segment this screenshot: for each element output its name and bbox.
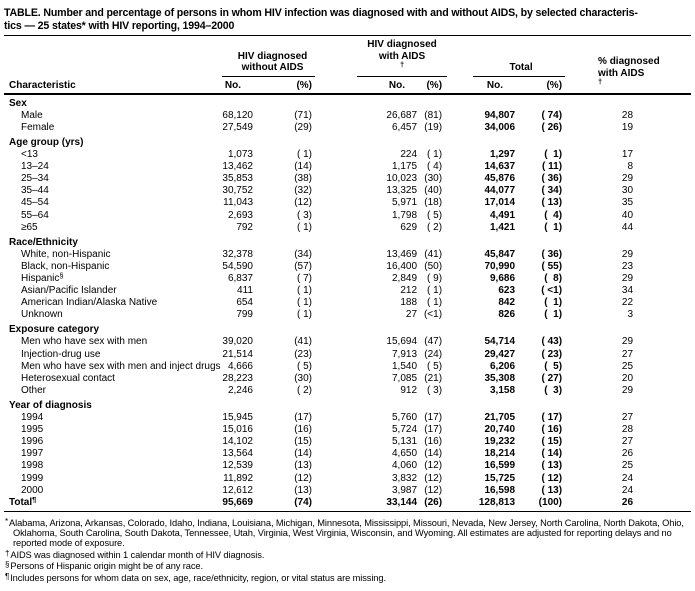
row-label: American Indian/Alaska Native (21, 297, 158, 309)
cell-pct-without-aids: (38) (294, 173, 313, 185)
cell-pct-with-aids: ( 1) (427, 149, 443, 161)
cell-pct-without-aids: (71) (294, 109, 313, 121)
cell-no-without-aids: 2,246 (227, 384, 253, 396)
cell-pct-diagnosed: 3 (627, 309, 634, 321)
column-group-total (447, 36, 565, 77)
cell-pct-total: ( 12) (541, 472, 563, 484)
cell-pct-total: ( 17) (541, 412, 563, 424)
column-header-pct-with-aids: (%) (426, 79, 443, 91)
cell-pct-diagnosed: 27 (621, 348, 634, 360)
row-label: Men who have sex with men and inject drugs (21, 360, 221, 372)
cell-pct-diagnosed: 19 (621, 121, 634, 133)
cell-pct-with-aids: ( 5) (427, 360, 443, 372)
cell-no-without-aids: 792 (236, 221, 253, 233)
cell-pct-without-aids: (23) (294, 348, 313, 360)
cell-pct-with-aids: (41) (424, 248, 443, 260)
cell-no-total: 16,599 (484, 460, 516, 472)
row-label: 1996 (21, 436, 44, 448)
asterisk-icon: * (5, 516, 9, 526)
column-header-pct-total: (%) (546, 79, 563, 91)
table-row (4, 210, 691, 222)
column-header-no-total: No. (486, 79, 504, 91)
row-label: Unknown (21, 309, 63, 321)
cell-pct-without-aids: (12) (294, 472, 313, 484)
cell-no-without-aids: 799 (236, 309, 253, 321)
cell-pct-with-aids: (12) (424, 484, 443, 496)
cell-pct-total: ( 36) (541, 248, 563, 260)
cell-no-without-aids: 30,752 (222, 185, 253, 197)
group3-title-line1: Total (509, 62, 533, 74)
cell-pct-without-aids: (29) (294, 121, 313, 133)
cell-no-with-aids: 4,060 (391, 460, 418, 472)
cell-pct-without-aids: (16) (294, 424, 313, 436)
cell-no-total: 826 (498, 309, 516, 321)
cell-no-total: 54,714 (484, 336, 516, 348)
table-row (4, 336, 691, 348)
row-label: 35–44 (21, 185, 49, 197)
group1-title-line2: without AIDS (241, 62, 304, 74)
cell-pct-with-aids: (17) (424, 412, 443, 424)
cell-no-total: 6,206 (490, 360, 516, 372)
cell-pct-without-aids: (14) (294, 161, 313, 173)
table-row (4, 485, 691, 497)
cell-no-without-aids: 6,837 (227, 273, 253, 284)
column-header-pct-diagnosed (565, 36, 691, 94)
cell-no-without-aids: 35,853 (222, 173, 253, 185)
cell-pct-without-aids: ( 1) (297, 297, 313, 309)
table-row (4, 385, 691, 397)
row-label: Other (21, 384, 47, 396)
cell-no-without-aids: 11,892 (223, 472, 253, 484)
cell-no-with-aids: 212 (400, 285, 418, 297)
row-label: ≥65 (21, 221, 38, 233)
column-group-hiv-without-aids (190, 36, 315, 77)
cell-pct-total: ( 36) (541, 173, 563, 185)
cell-pct-with-aids: (47) (424, 336, 443, 348)
cell-pct-without-aids: (14) (294, 448, 313, 460)
cell-no-total: 17,014 (484, 197, 516, 209)
row-label: 1995 (21, 424, 44, 436)
cell-pct-diagnosed: 28 (621, 424, 634, 436)
cell-pct-diagnosed: 8 (627, 161, 634, 173)
row-label: Heterosexual contact (21, 372, 115, 384)
cell-no-total: 45,876 (484, 173, 516, 185)
footnote-hispanic: §Persons of Hispanic origin might be of any race. (5, 560, 203, 572)
cell-no-total: 623 (498, 285, 516, 297)
cell-no-with-aids: 27 (405, 309, 418, 321)
cell-no-with-aids: 6,457 (391, 121, 418, 133)
cell-pct-diagnosed: 34 (621, 285, 634, 297)
table-row (4, 412, 691, 424)
cell-no-without-aids: 21,514 (222, 348, 253, 360)
cell-pct-total: ( 4) (544, 209, 563, 221)
table-row (4, 173, 691, 185)
dagger-icon: † (399, 60, 405, 70)
row-label: 2000 (21, 484, 44, 496)
table-row (4, 197, 691, 209)
cell-pct-with-aids: ( 3) (427, 384, 443, 396)
cell-no-total: 15,725 (484, 472, 516, 484)
cell-no-total: 1,421 (490, 221, 516, 233)
cell-no-with-aids: 4,650 (391, 448, 418, 460)
cell-no-with-aids: 13,469 (386, 248, 418, 260)
table-row (4, 473, 691, 485)
column-header-no-without-aids: No. (224, 79, 241, 91)
cell-no-total: 34,006 (484, 121, 516, 133)
section-row (4, 321, 691, 336)
cell-no-without-aids: 68,120 (222, 109, 253, 121)
group2-title-line2: with AIDS † (378, 50, 426, 70)
cell-pct-with-aids: (81) (424, 109, 443, 121)
cell-pct-with-aids: (26) (417, 497, 447, 512)
cell-no-with-aids: 5,760 (391, 412, 418, 424)
section-header: Race/Ethnicity (9, 236, 78, 248)
cell-pct-without-aids: ( 7) (297, 273, 313, 284)
cell-no-with-aids: 1,798 (391, 209, 418, 221)
table-row (4, 222, 691, 234)
cell-no-with-aids: 1,540 (391, 360, 418, 372)
cell-pct-diagnosed: 27 (621, 412, 634, 424)
table-header (4, 36, 691, 94)
cell-no-without-aids: 12,539 (222, 460, 253, 472)
cell-pct-with-aids: (24) (424, 348, 443, 360)
cell-no-with-aids: 33,144 (315, 497, 417, 512)
cell-pct-with-aids: (12) (424, 472, 443, 484)
table-row (4, 161, 691, 173)
cell-no-without-aids: 54,590 (222, 260, 253, 272)
cell-pct-diagnosed: 29 (621, 384, 634, 396)
row-label: 45–54 (21, 197, 49, 209)
cell-pct-total: ( 8) (544, 273, 563, 284)
cell-pct-with-aids: (18) (424, 197, 443, 209)
cell-pct-without-aids: ( 1) (297, 309, 313, 321)
table-row (4, 122, 691, 134)
cell-pct-total: ( 3) (544, 384, 563, 396)
cell-no-with-aids: 5,724 (391, 424, 418, 436)
cell-pct-with-aids: (12) (424, 460, 443, 472)
cell-no-total: 19,232 (484, 436, 516, 448)
total-row (4, 497, 691, 512)
cell-pct-with-aids: ( 5) (427, 209, 443, 221)
table-row (4, 460, 691, 472)
cell-pct-without-aids: (12) (294, 197, 313, 209)
footnote-aids-diagnosis: †AIDS was diagnosed within 1 calendar month of HIV diagnosis. (5, 548, 265, 560)
table-row (4, 149, 691, 161)
cell-no-without-aids: 15,945 (222, 412, 253, 424)
section-header: Exposure category (9, 324, 100, 336)
cell-no-without-aids: 32,378 (222, 248, 253, 260)
dagger-icon: † (5, 548, 10, 558)
cell-pct-without-aids: (17) (294, 412, 313, 424)
cell-pct-total: (100) (517, 497, 565, 512)
cell-no-without-aids: 28,223 (222, 372, 253, 384)
row-label: 1998 (21, 460, 44, 472)
cell-pct-with-aids: (19) (424, 121, 443, 133)
cell-no-total: 16,598 (484, 484, 516, 496)
cell-no-without-aids: 13,462 (222, 161, 253, 173)
cell-no-total: 3,158 (490, 384, 516, 396)
cell-pct-total: ( 13) (541, 460, 563, 472)
row-label: Male (21, 109, 43, 121)
section-header: Age group (yrs) (9, 136, 84, 148)
cell-no-without-aids: 654 (236, 297, 253, 309)
cell-no-with-aids: 15,694 (386, 336, 418, 348)
cell-no-with-aids: 5,131 (391, 436, 418, 448)
cell-pct-without-aids: ( 1) (297, 221, 313, 233)
cell-no-total: 94,807 (484, 109, 516, 121)
row-label: Asian/Pacific Islander (21, 285, 117, 297)
cell-no-with-aids: 1,175 (391, 161, 418, 173)
cell-pct-with-aids: ( 2) (427, 221, 443, 233)
table-title (4, 7, 691, 32)
cell-pct-with-aids: (40) (424, 185, 443, 197)
cell-pct-total: ( 55) (541, 260, 563, 272)
section-header: Sex (9, 97, 27, 109)
cell-no-total: 29,427 (484, 348, 516, 360)
cell-no-without-aids: 1,073 (227, 149, 253, 161)
cell-pct-with-aids: (16) (424, 436, 443, 448)
cell-pct-with-aids: ( 9) (427, 273, 443, 284)
row-label: 1997 (21, 448, 44, 460)
cell-no-with-aids: 7,085 (391, 372, 418, 384)
cell-pct-total: ( <1) (541, 285, 563, 297)
cell-pct-total: ( 23) (541, 348, 563, 360)
cell-no-total: 9,686 (490, 273, 516, 284)
table-row (4, 273, 691, 285)
cell-pct-without-aids: (32) (294, 185, 313, 197)
table-row (4, 361, 691, 373)
cell-pct-total: ( 1) (544, 149, 563, 161)
table-row (4, 261, 691, 273)
cell-no-without-aids: 411 (237, 285, 253, 297)
cell-pct-diagnosed: 29 (621, 273, 634, 284)
cell-pct-total: ( 26) (541, 121, 563, 133)
cell-no-without-aids: 11,043 (223, 197, 253, 209)
cell-pct-without-aids: ( 2) (297, 384, 313, 396)
cell-no-without-aids: 95,669 (190, 497, 253, 512)
cell-pct-without-aids: (57) (294, 260, 313, 272)
cell-no-without-aids: 27,549 (222, 121, 253, 133)
cell-no-total: 18,214 (484, 448, 516, 460)
table-row (4, 309, 691, 321)
table-row (4, 373, 691, 385)
cell-no-with-aids: 3,832 (391, 472, 418, 484)
cell-pct-diagnosed: 29 (621, 248, 634, 260)
cell-pct-with-aids: ( 1) (427, 285, 443, 297)
cell-pct-with-aids: (30) (424, 173, 443, 185)
cell-no-with-aids: 16,400 (386, 260, 418, 272)
section-row (4, 234, 691, 249)
cell-no-with-aids: 912 (400, 384, 418, 396)
cell-pct-with-aids: (21) (424, 372, 443, 384)
dagger-icon: † (598, 77, 603, 87)
cell-pct-diagnosed: 44 (621, 221, 634, 233)
cell-no-without-aids: 13,564 (222, 448, 253, 460)
cell-pct-without-aids: (41) (294, 336, 313, 348)
cell-pct-total: ( 1) (544, 221, 563, 233)
cell-no-total: 44,077 (484, 185, 516, 197)
cell-pct-total: ( 14) (541, 448, 563, 460)
cell-no-total: 45,847 (484, 248, 516, 260)
cell-pct-total: ( 34) (541, 185, 563, 197)
column-header-no-with-aids: No. (388, 79, 406, 91)
footnote-states: *Alabama, Arizona, Arkansas, Colorado, Idaho, Indiana, Louisiana, Michigan, Minnesota, Mississippi, Missouri, Nevada, New Jersey, North Carolina, North Dakota, Ohio, Oklahoma, South Carolina, South Dakota, Tennessee, Utah, Virginia, West Virginia, Wisconsin, and Wyoming. All estimates are adjusted for reporting delays and no reported mode of exposure. (5, 516, 684, 548)
cell-no-with-aids: 13,325 (386, 185, 418, 197)
table-row (4, 436, 691, 448)
cell-pct-with-aids: (14) (424, 448, 443, 460)
cell-pct-total: ( 1) (544, 309, 563, 321)
cell-pct-without-aids: (34) (294, 248, 313, 260)
cell-pct-with-aids: (50) (424, 260, 443, 272)
cell-pct-diagnosed: 28 (621, 109, 634, 121)
cell-pct-total: ( 27) (541, 372, 563, 384)
table-row (4, 185, 691, 197)
cell-pct-total: ( 13) (541, 197, 563, 209)
cell-pct-total: ( 43) (541, 336, 563, 348)
cell-no-with-aids: 629 (400, 221, 418, 233)
cell-no-without-aids: 2,693 (227, 209, 253, 221)
row-label: White, non-Hispanic (21, 248, 111, 260)
group1-title-line1: HIV diagnosed (237, 50, 308, 62)
cell-no-without-aids: 15,016 (222, 424, 253, 436)
cell-pct-without-aids: (13) (294, 484, 313, 496)
row-label: Hispanic§ (21, 271, 64, 284)
row-label: Injection-drug use (21, 348, 101, 360)
cell-no-total: 21,705 (484, 412, 516, 424)
cell-pct-total: ( 5) (544, 360, 563, 372)
cell-pct-diagnosed: 25 (621, 360, 634, 372)
cell-no-total: 14,637 (484, 161, 516, 173)
cell-pct-diagnosed: 22 (621, 297, 634, 309)
row-label: 25–34 (21, 173, 49, 185)
table-row (4, 110, 691, 122)
cell-no-without-aids: 4,666 (227, 360, 253, 372)
row-label: <13 (21, 149, 38, 161)
cell-no-with-aids: 7,913 (391, 348, 418, 360)
cell-pct-without-aids: (74) (253, 497, 315, 512)
row-label: 55–64 (21, 209, 49, 221)
table-body (4, 94, 691, 512)
row-label: Black, non-Hispanic (21, 260, 110, 272)
cell-pct-diagnosed: 26 (621, 448, 634, 460)
pct-diagnosed-line1: % diagnosed (598, 56, 660, 68)
cell-pct-diagnosed: 24 (621, 484, 634, 496)
cell-pct-diagnosed: 29 (621, 173, 634, 185)
table-row (4, 297, 691, 309)
table-row (4, 349, 691, 361)
row-label: Total¶ (4, 497, 190, 512)
pct-diagnosed-line2: with AIDS † (598, 67, 645, 87)
column-header-characteristic: Characteristic (9, 79, 76, 91)
table-title-line2: tics — 25 states* with HIV reporting, 1994–2000 (4, 19, 235, 32)
table-row (4, 249, 691, 261)
cell-pct-diagnosed: 26 (565, 497, 691, 512)
row-label: Female (21, 121, 55, 133)
section-row (4, 94, 691, 110)
data-table (4, 36, 691, 512)
cell-pct-diagnosed: 17 (621, 149, 634, 161)
cell-pct-diagnosed: 24 (621, 472, 634, 484)
cell-pct-diagnosed: 35 (621, 197, 634, 209)
cell-pct-total: ( 16) (541, 424, 563, 436)
cell-pct-diagnosed: 25 (621, 460, 634, 472)
table-row (4, 424, 691, 436)
table-row (4, 285, 691, 297)
cell-pct-total: ( 1) (544, 297, 563, 309)
cell-pct-with-aids: ( 1) (427, 297, 443, 309)
cell-no-total: 1,297 (490, 149, 516, 161)
cell-pct-with-aids: (17) (424, 424, 443, 436)
section-header: Year of diagnosis (9, 399, 92, 411)
footnotes (4, 517, 691, 584)
cell-pct-with-aids: (<1) (423, 309, 443, 321)
cell-pct-without-aids: ( 1) (297, 285, 313, 297)
cell-pct-total: ( 15) (541, 436, 563, 448)
cell-pct-diagnosed: 27 (621, 436, 634, 448)
cell-pct-diagnosed: 20 (621, 372, 634, 384)
cell-pct-diagnosed: 40 (621, 209, 634, 221)
cell-pct-diagnosed: 30 (621, 185, 634, 197)
cell-no-with-aids: 188 (400, 297, 418, 309)
column-header-pct-without-aids: (%) (296, 79, 313, 91)
cell-pct-without-aids: (30) (294, 372, 313, 384)
cell-pct-total: ( 11) (542, 161, 563, 173)
cell-no-total: 128,813 (447, 497, 517, 512)
section-mark-icon: § (5, 560, 10, 570)
cell-pct-without-aids: ( 3) (297, 209, 313, 221)
cell-no-with-aids: 3,987 (391, 484, 418, 496)
cell-no-with-aids: 224 (400, 149, 418, 161)
cell-no-total: 20,740 (484, 424, 516, 436)
row-label: 1999 (21, 472, 44, 484)
section-row (4, 134, 691, 149)
row-label: Men who have sex with men (21, 336, 148, 348)
cell-no-total: 4,491 (490, 209, 516, 221)
table-title-line1: TABLE. Number and percentage of persons in whom HIV infection was diagnosed with and without AIDS, by selected characteris- (4, 7, 638, 19)
cell-pct-without-aids: (13) (294, 460, 313, 472)
cell-no-without-aids: 12,612 (222, 484, 253, 496)
cell-no-with-aids: 5,971 (391, 197, 418, 209)
cell-pct-without-aids: ( 1) (297, 149, 313, 161)
table-row (4, 448, 691, 460)
pilcrow-icon: ¶ (5, 572, 10, 582)
cell-no-with-aids: 26,687 (386, 109, 418, 121)
cell-pct-without-aids: ( 5) (297, 360, 313, 372)
cell-pct-diagnosed: 23 (621, 260, 634, 272)
group2-title-line1: HIV diagnosed (367, 39, 437, 51)
cell-no-total: 35,308 (484, 372, 516, 384)
column-group-hiv-with-aids (315, 36, 447, 77)
cell-no-total: 70,990 (484, 260, 516, 272)
cell-no-without-aids: 14,102 (222, 436, 253, 448)
cell-pct-without-aids: (15) (294, 436, 313, 448)
cell-no-with-aids: 2,849 (391, 273, 418, 284)
cell-pct-with-aids: ( 4) (427, 161, 443, 173)
section-row (4, 397, 691, 412)
cell-no-total: 842 (498, 297, 516, 309)
footnote-missing-data: ¶Includes persons for whom data on sex, age, race/ethnicity, region, or vital status are missing. (5, 572, 386, 584)
cell-no-with-aids: 10,023 (386, 173, 418, 185)
row-label: 13–24 (21, 161, 49, 173)
cell-pct-diagnosed: 29 (621, 336, 634, 348)
cell-no-without-aids: 39,020 (222, 336, 253, 348)
cell-pct-total: ( 13) (541, 484, 563, 496)
row-label: 1994 (21, 412, 44, 424)
cell-pct-total: ( 74) (541, 109, 563, 121)
